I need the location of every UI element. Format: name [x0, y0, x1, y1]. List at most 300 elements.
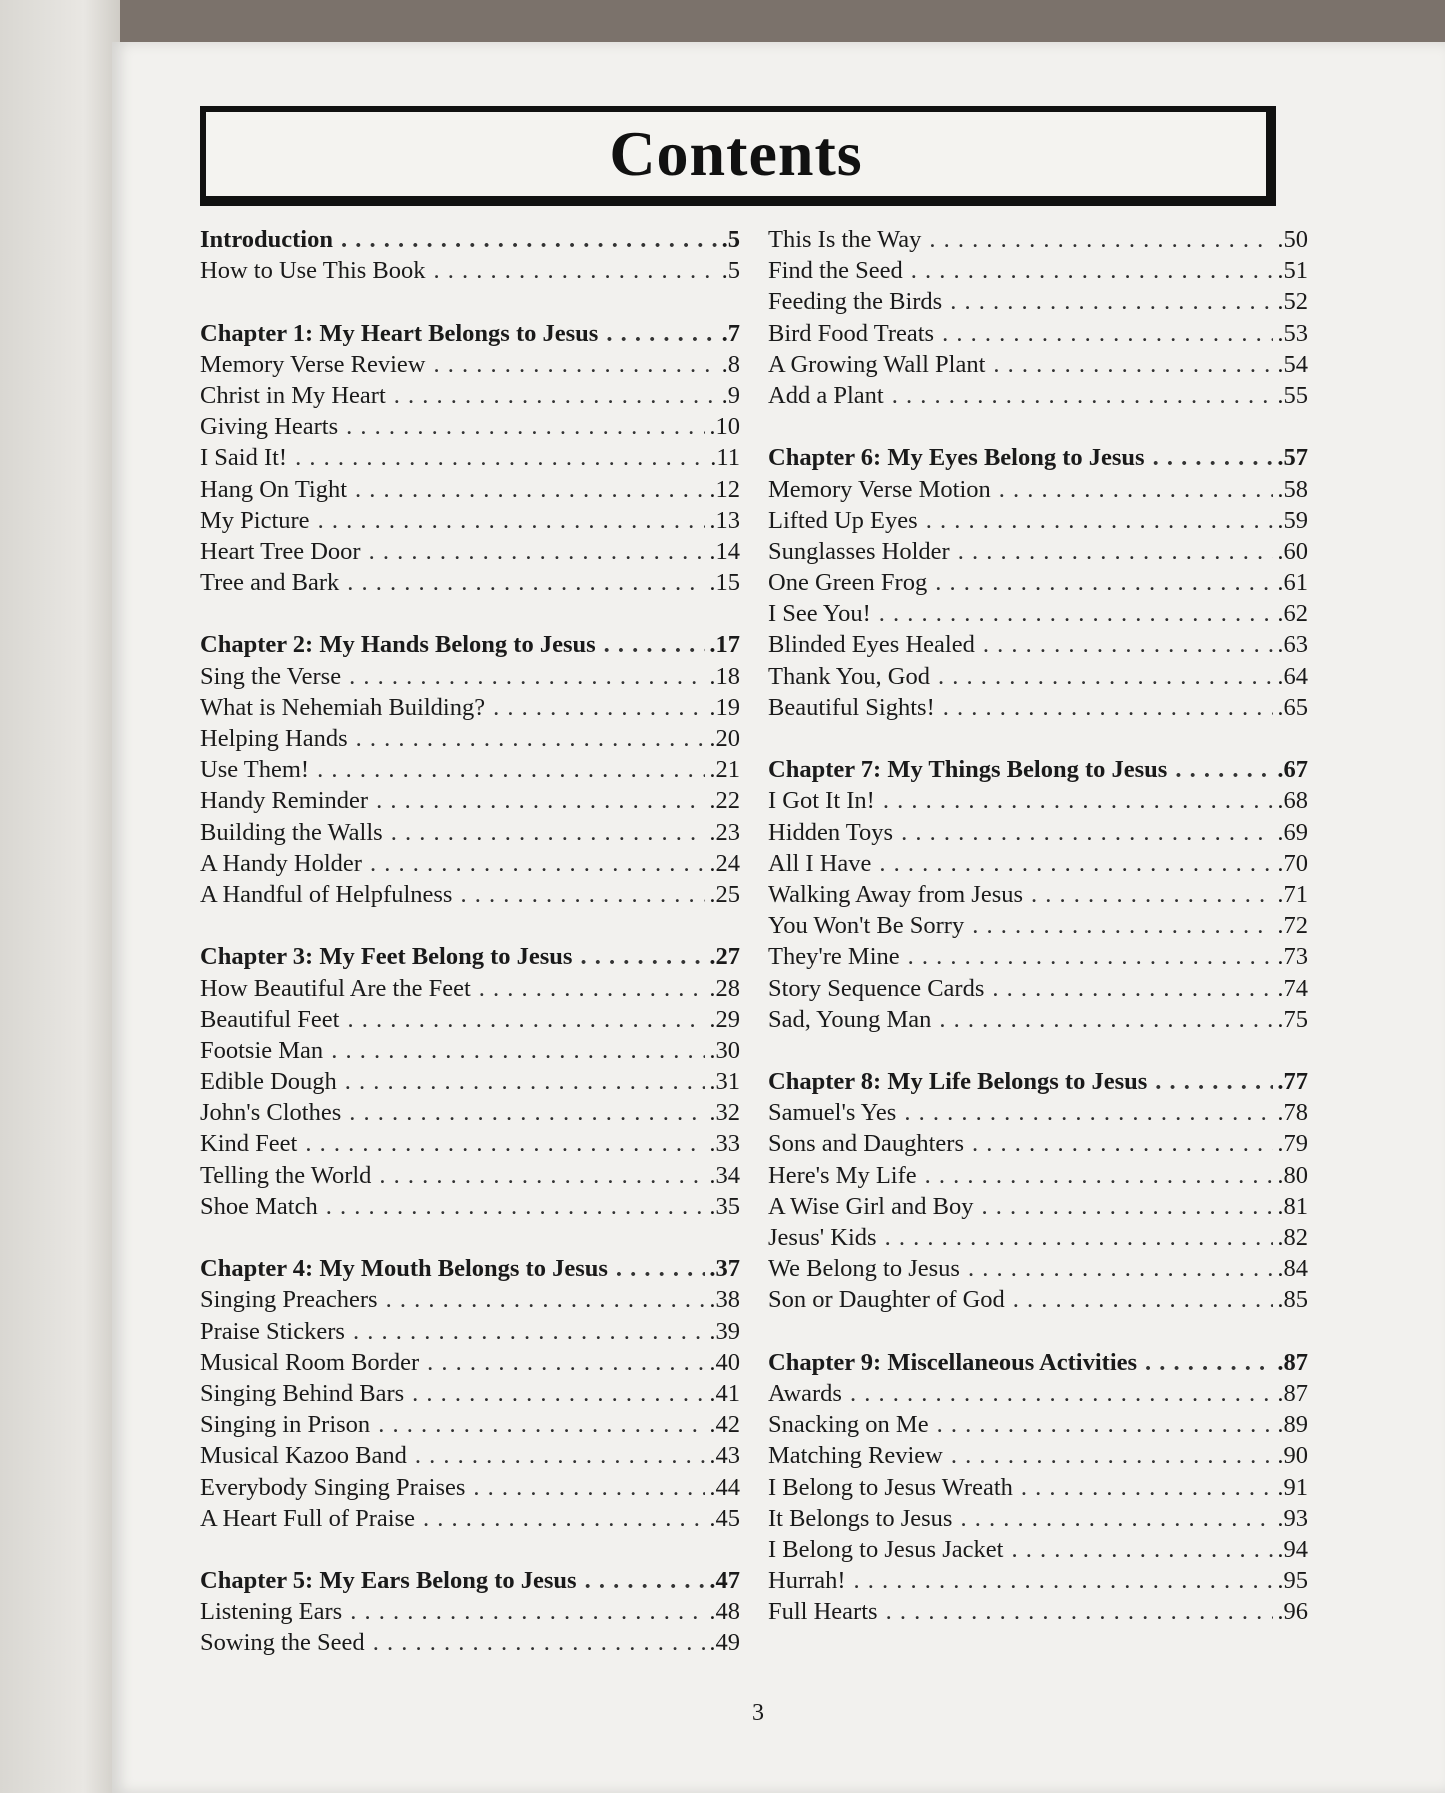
- toc-entry-label: Hidden Toys: [768, 818, 894, 846]
- toc-entry-label: Jesus' Kids: [768, 1224, 877, 1251]
- toc-spacer: [768, 1318, 1308, 1349]
- toc-entry: [768, 819, 1308, 850]
- dot-leader: [585, 1567, 706, 1595]
- toc-entry: [200, 1474, 740, 1505]
- toc-entry-label: Walking Away from Jesus: [768, 880, 1024, 908]
- toc-entry: [200, 413, 740, 444]
- toc-entry-page: .5: [721, 257, 740, 285]
- dot-leader: [926, 507, 1274, 535]
- toc-entry-page: .45: [709, 1504, 740, 1532]
- dot-leader: [1153, 444, 1274, 472]
- toc-entry: [768, 476, 1308, 507]
- dot-leader: [460, 881, 705, 909]
- toc-entry-label: Beautiful Sights!: [768, 693, 935, 721]
- toc-entry: [200, 1162, 740, 1193]
- toc-entry-page: .95: [1277, 1567, 1308, 1595]
- toc-entry: [768, 663, 1308, 694]
- toc-entry: [768, 1286, 1308, 1317]
- toc-entry-page: .44: [709, 1473, 740, 1501]
- dot-leader: [412, 1380, 705, 1408]
- toc-entry-page: .21: [709, 756, 740, 784]
- toc-entry: [768, 1598, 1308, 1629]
- dot-leader: [1031, 881, 1273, 909]
- dot-leader: [353, 1318, 705, 1346]
- dot-leader: [370, 850, 705, 878]
- toc-entry-label: Telling the World: [200, 1161, 372, 1189]
- dot-leader: [999, 476, 1274, 504]
- toc-entry: [200, 1598, 740, 1629]
- dot-leader: [433, 351, 717, 379]
- toc-chapter-entry: [200, 320, 740, 351]
- dot-leader: [295, 444, 706, 472]
- toc-entry-label: Kind Feet: [200, 1130, 298, 1158]
- toc-entry-label: This Is the Way: [768, 226, 922, 253]
- toc-entry-label: I See You!: [768, 600, 871, 628]
- toc-chapter-entry: [768, 1349, 1308, 1380]
- toc-entry-label: Samuel's Yes: [768, 1099, 897, 1127]
- toc-entry-label: A Heart Full of Praise: [200, 1504, 416, 1532]
- toc-entry: [768, 600, 1308, 631]
- dot-leader: [901, 819, 1273, 847]
- dot-leader: [349, 1099, 705, 1127]
- toc-entry-page: .53: [1277, 319, 1308, 347]
- toc-entry-label: I Belong to Jesus Jacket: [768, 1535, 1004, 1563]
- toc-entry-page: .32: [709, 1099, 740, 1127]
- toc-entry-page: .54: [1277, 350, 1308, 378]
- toc-entry-page: .33: [709, 1130, 740, 1158]
- toc-entry-page: .87: [1277, 1379, 1308, 1407]
- dot-leader: [376, 787, 705, 815]
- dot-leader: [350, 1598, 705, 1626]
- toc-entry: [768, 881, 1308, 912]
- toc-entry-page: .80: [1277, 1161, 1308, 1189]
- toc-entry-page: .85: [1277, 1286, 1308, 1314]
- toc-entry-label: They're Mine: [768, 943, 900, 971]
- toc-entry: [768, 1224, 1308, 1255]
- toc-entry-page: .28: [709, 974, 740, 1002]
- title-box: [200, 106, 1276, 206]
- dot-leader: [1013, 1286, 1274, 1314]
- toc-entry-label: Memory Verse Motion: [768, 475, 991, 503]
- toc-entry-page: .48: [709, 1598, 740, 1626]
- dot-leader: [935, 569, 1273, 597]
- toc-entry-label: Sing the Verse: [200, 662, 342, 690]
- toc-entry-page: .68: [1277, 787, 1308, 815]
- toc-entry-page: .81: [1277, 1192, 1308, 1220]
- toc-entry-label: Singing in Prison: [200, 1411, 371, 1439]
- dot-leader: [326, 1193, 706, 1221]
- toc-chapter-entry: [200, 226, 740, 257]
- toc-entry: [768, 569, 1308, 600]
- toc-entry-page: .82: [1277, 1224, 1308, 1251]
- dot-leader: [415, 1442, 706, 1470]
- toc-entry-page: .69: [1277, 818, 1308, 846]
- toc-entry-label: I Belong to Jesus Wreath: [768, 1473, 1013, 1501]
- toc-entry: [200, 1068, 740, 1099]
- dot-leader: [960, 1505, 1273, 1533]
- toc-entry-label: Hurrah!: [768, 1567, 846, 1595]
- dot-leader: [604, 631, 706, 659]
- toc-entry-label: A Growing Wall Plant: [768, 350, 986, 378]
- toc-entry-page: .19: [709, 693, 740, 721]
- dot-leader: [379, 1162, 705, 1190]
- dot-leader: [943, 694, 1274, 722]
- toc-entry: [200, 694, 740, 725]
- toc-right-column: [768, 226, 1308, 1629]
- toc-entry-page: .41: [709, 1379, 740, 1407]
- toc-chapter-entry: [768, 1068, 1308, 1099]
- toc-entry-label: A Handy Holder: [200, 849, 362, 877]
- toc-entry-label: Chapter 6: My Eyes Belong to Jesus: [768, 444, 1145, 472]
- toc-entry-label: Memory Verse Review: [200, 350, 426, 378]
- toc-entry-page: .38: [709, 1286, 740, 1314]
- toc-entry-label: How to Use This Book: [200, 257, 426, 285]
- dot-leader: [1011, 1536, 1273, 1564]
- toc-entry-page: .55: [1277, 381, 1308, 409]
- toc-entry-page: .57: [1277, 444, 1308, 472]
- toc-entry-label: Chapter 9: Miscellaneous Activities: [768, 1348, 1138, 1376]
- dot-leader: [434, 257, 718, 285]
- toc-entry: [768, 850, 1308, 881]
- toc-entry-page: .90: [1277, 1442, 1308, 1470]
- toc-entry-page: .79: [1277, 1130, 1308, 1158]
- toc-entry-page: .84: [1277, 1255, 1308, 1283]
- dot-leader: [992, 975, 1273, 1003]
- toc-chapter-entry: [200, 631, 740, 662]
- toc-entry-page: .18: [709, 662, 740, 690]
- toc-entry: [768, 1162, 1308, 1193]
- toc-entry-page: .61: [1277, 569, 1308, 597]
- toc-entry: [768, 1411, 1308, 1442]
- dot-leader: [911, 257, 1274, 285]
- dot-leader: [908, 943, 1274, 971]
- toc-entry-page: .39: [709, 1317, 740, 1345]
- toc-entry-label: All I Have: [768, 849, 872, 877]
- toc-entry: [768, 507, 1308, 538]
- toc-entry: [768, 382, 1308, 413]
- dot-leader: [938, 663, 1273, 691]
- toc-entry-label: Feeding the Birds: [768, 288, 943, 316]
- toc-entry-label: Singing Preachers: [200, 1286, 378, 1314]
- toc-entry-label: Chapter 7: My Things Belong to Jesus: [768, 756, 1168, 784]
- dot-leader: [349, 663, 705, 691]
- toc-entry-page: .34: [709, 1161, 740, 1189]
- toc-spacer: [200, 288, 740, 319]
- toc-entry-label: Helping Hands: [200, 725, 348, 752]
- dot-leader: [892, 382, 1274, 410]
- toc-entry-label: Chapter 3: My Feet Belong to Jesus: [200, 943, 573, 971]
- dot-leader: [347, 569, 705, 597]
- toc-entry: [768, 1567, 1308, 1598]
- toc-entry: [768, 694, 1308, 725]
- dot-leader: [937, 1411, 1274, 1439]
- toc-entry-label: Everybody Singing Praises: [200, 1473, 466, 1501]
- dot-leader: [345, 1068, 706, 1096]
- dot-leader: [346, 413, 705, 441]
- toc-entry-label: Sons and Daughters: [768, 1130, 964, 1158]
- toc-entry-label: Bird Food Treats: [768, 319, 935, 347]
- toc-entry-page: .24: [709, 849, 740, 877]
- toc-entry-label: I Got It In!: [768, 787, 875, 815]
- toc-entry-label: Sad, Young Man: [768, 1005, 932, 1033]
- dot-leader: [929, 226, 1273, 254]
- toc-entry-label: Heart Tree Door: [200, 537, 361, 565]
- toc-entry-page: .64: [1277, 662, 1308, 690]
- toc-entry-page: .67: [1277, 756, 1308, 784]
- dot-leader: [378, 1411, 705, 1439]
- toc-entry: [768, 1193, 1308, 1224]
- toc-entry: [768, 1442, 1308, 1473]
- dot-leader: [394, 382, 718, 410]
- toc-entry: [768, 288, 1308, 319]
- toc-entry: [200, 1037, 740, 1068]
- dot-leader: [369, 538, 706, 566]
- toc-entry-label: Awards: [768, 1379, 842, 1407]
- dot-leader: [423, 1505, 705, 1533]
- toc-entry-label: It Belongs to Jesus: [768, 1504, 953, 1532]
- toc-spacer: [200, 912, 740, 943]
- toc-entry-label: I Said It!: [200, 444, 288, 472]
- book-page: [112, 42, 1445, 1793]
- toc-entry-label: Chapter 2: My Hands Belong to Jesus: [200, 631, 596, 659]
- toc-entry: [200, 850, 740, 881]
- toc-entry-page: .71: [1277, 880, 1308, 908]
- toc-entry: [768, 538, 1308, 569]
- toc-entry-page: .13: [709, 506, 740, 534]
- toc-entry-label: A Wise Girl and Boy: [768, 1192, 974, 1220]
- toc-entry-label: Praise Stickers: [200, 1317, 345, 1345]
- toc-entry-page: .42: [709, 1411, 740, 1439]
- toc-entry-label: You Won't Be Sorry: [768, 912, 965, 940]
- toc-chapter-entry: [200, 1255, 740, 1286]
- dot-leader: [879, 850, 1273, 878]
- toc-entry-page: .20: [709, 725, 740, 752]
- toc-entry-page: .60: [1277, 537, 1308, 565]
- toc-entry: [200, 787, 740, 818]
- toc-entry-page: .77: [1277, 1068, 1308, 1096]
- toc-entry-label: Matching Review: [768, 1442, 943, 1470]
- dot-leader: [942, 320, 1273, 348]
- toc-entry-page: .8: [721, 350, 740, 378]
- toc-entry: [200, 1318, 740, 1349]
- toc-entry-label: John's Clothes: [200, 1099, 342, 1127]
- toc-entry-page: .65: [1277, 693, 1308, 721]
- toc-entry-page: .5: [721, 226, 740, 253]
- toc-entry-label: Lifted Up Eyes: [768, 506, 918, 534]
- toc-entry: [200, 1442, 740, 1473]
- toc-entry-page: .40: [709, 1348, 740, 1376]
- toc-entry-page: .58: [1277, 475, 1308, 503]
- dot-leader: [1021, 1474, 1273, 1502]
- toc-entry-page: .12: [709, 475, 740, 503]
- dot-leader: [318, 507, 706, 535]
- toc-entry-page: .59: [1277, 506, 1308, 534]
- toc-spacer: [200, 1224, 740, 1255]
- dot-leader: [951, 1442, 1274, 1470]
- toc-entry-label: My Picture: [200, 506, 310, 534]
- toc-entry-label: Tree and Bark: [200, 569, 340, 597]
- toc-entry: [768, 975, 1308, 1006]
- toc-entry-label: Beautiful Feet: [200, 1005, 340, 1033]
- dot-leader: [331, 1037, 705, 1065]
- toc-entry: [200, 1411, 740, 1442]
- toc-entry: [200, 1286, 740, 1317]
- toc-entry: [768, 1536, 1308, 1567]
- toc-entry-page: .70: [1277, 849, 1308, 877]
- toc-entry: [768, 787, 1308, 818]
- toc-entry-label: Add a Plant: [768, 381, 884, 409]
- toc-entry: [200, 1349, 740, 1380]
- toc-entry-label: Snacking on Me: [768, 1411, 929, 1439]
- toc-entry-label: Thank You, God: [768, 662, 930, 690]
- toc-entry: [200, 975, 740, 1006]
- dot-leader: [355, 476, 705, 504]
- toc-entry: [768, 912, 1308, 943]
- toc-entry-page: .52: [1277, 288, 1308, 316]
- toc-entry: [768, 320, 1308, 351]
- toc-entry: [200, 257, 740, 288]
- dot-leader: [427, 1349, 705, 1377]
- toc-chapter-entry: [768, 444, 1308, 475]
- toc-entry-page: .11: [710, 444, 740, 472]
- toc-entry: [200, 538, 740, 569]
- toc-entry-page: .78: [1277, 1099, 1308, 1127]
- toc-entry-label: Singing Behind Bars: [200, 1379, 405, 1407]
- page-title: Contents: [609, 118, 863, 189]
- toc-entry-page: .96: [1277, 1598, 1308, 1626]
- dot-leader: [850, 1380, 1273, 1408]
- dot-leader: [1175, 756, 1273, 784]
- toc-entry-page: .49: [709, 1629, 740, 1657]
- toc-entry-label: Sowing the Seed: [200, 1629, 365, 1657]
- toc-entry: [200, 1130, 740, 1161]
- toc-entry: [200, 1380, 740, 1411]
- toc-spacer: [768, 725, 1308, 756]
- toc-entry-label: What is Nehemiah Building?: [200, 693, 486, 721]
- toc-entry-page: .10: [709, 413, 740, 441]
- dot-leader: [616, 1255, 705, 1283]
- toc-entry-label: Introduction: [200, 226, 333, 253]
- toc-entry-label: Footsie Man: [200, 1036, 324, 1064]
- toc-entry-label: Shoe Match: [200, 1192, 318, 1220]
- toc-spacer: [200, 600, 740, 631]
- dot-leader: [606, 320, 717, 348]
- dot-leader: [958, 538, 1274, 566]
- toc-entry-label: Blinded Eyes Healed: [768, 631, 975, 659]
- toc-entry: [768, 1255, 1308, 1286]
- dot-leader: [317, 756, 705, 784]
- toc-entry: [200, 1505, 740, 1536]
- dot-leader: [580, 943, 705, 971]
- toc-entry: [200, 382, 740, 413]
- toc-entry-label: Christ in My Heart: [200, 381, 386, 409]
- toc-entry: [768, 257, 1308, 288]
- toc-entry: [768, 1505, 1308, 1536]
- toc-entry: [200, 1193, 740, 1224]
- dot-leader: [885, 1224, 1274, 1252]
- toc-spacer: [200, 1536, 740, 1567]
- toc-entry: [200, 663, 740, 694]
- toc-entry: [200, 1006, 740, 1037]
- toc-entry-label: Story Sequence Cards: [768, 974, 985, 1002]
- toc-entry-page: .17: [709, 631, 740, 659]
- toc-entry-label: One Green Frog: [768, 569, 928, 597]
- toc-entry-label: Full Hearts: [768, 1598, 878, 1626]
- toc-entry: [768, 351, 1308, 382]
- toc-entry-page: .14: [709, 537, 740, 565]
- toc-entry-page: .15: [709, 569, 740, 597]
- dot-leader: [972, 1130, 1273, 1158]
- dot-leader: [341, 226, 718, 254]
- toc-entry-label: Chapter 1: My Heart Belongs to Jesus: [200, 319, 599, 347]
- dot-leader: [854, 1567, 1274, 1595]
- toc-entry-label: We Belong to Jesus: [768, 1255, 960, 1283]
- toc-entry: [768, 1474, 1308, 1505]
- toc-entry-label: Building the Walls: [200, 818, 383, 846]
- dot-leader: [925, 1162, 1274, 1190]
- dot-leader: [347, 1006, 705, 1034]
- dot-leader: [972, 912, 1273, 940]
- toc-entry-label: Chapter 8: My Life Belongs to Jesus: [768, 1068, 1148, 1096]
- toc-chapter-entry: [200, 1567, 740, 1598]
- toc-entry: [200, 1099, 740, 1130]
- dot-leader: [305, 1130, 705, 1158]
- toc-entry-page: .37: [709, 1255, 740, 1283]
- dot-leader: [1145, 1349, 1273, 1377]
- toc-entry-label: Here's My Life: [768, 1161, 917, 1189]
- toc-entry-page: .23: [709, 818, 740, 846]
- dot-leader: [883, 787, 1274, 815]
- toc-entry: [200, 881, 740, 912]
- dot-leader: [904, 1099, 1273, 1127]
- toc-entry-label: Musical Kazoo Band: [200, 1442, 407, 1470]
- toc-entry: [200, 819, 740, 850]
- toc-entry: [768, 1099, 1308, 1130]
- toc-entry: [200, 444, 740, 475]
- toc-entry-label: Edible Dough: [200, 1068, 337, 1096]
- toc-entry-page: .73: [1277, 943, 1308, 971]
- toc-chapter-entry: [200, 943, 740, 974]
- toc-entry-label: Handy Reminder: [200, 787, 369, 815]
- toc-entry-label: Listening Ears: [200, 1598, 343, 1626]
- toc-chapter-entry: [768, 756, 1308, 787]
- dot-leader: [983, 631, 1274, 659]
- toc-entry: [768, 631, 1308, 662]
- toc-entry-page: .75: [1277, 1005, 1308, 1033]
- page-number: 3: [752, 1700, 764, 1726]
- toc-entry: [200, 569, 740, 600]
- toc-entry-page: .87: [1277, 1348, 1308, 1376]
- toc-entry-label: Giving Hearts: [200, 413, 339, 441]
- toc-entry: [768, 1380, 1308, 1411]
- toc-entry: [200, 1629, 740, 1660]
- dot-leader: [356, 725, 706, 753]
- toc-entry: [768, 1130, 1308, 1161]
- toc-entry-page: .25: [709, 880, 740, 908]
- toc-entry-page: .22: [709, 787, 740, 815]
- toc-entry-label: A Handful of Helpfulness: [200, 880, 453, 908]
- toc-entry-page: .43: [709, 1442, 740, 1470]
- dot-leader: [1155, 1068, 1273, 1096]
- dot-leader: [479, 975, 706, 1003]
- dot-leader: [386, 1286, 706, 1314]
- toc-entry-label: Chapter 5: My Ears Belong to Jesus: [200, 1567, 577, 1595]
- toc-entry-page: .29: [709, 1005, 740, 1033]
- toc-entry: [768, 226, 1308, 257]
- dot-leader: [886, 1598, 1274, 1626]
- toc-entry-page: .47: [709, 1567, 740, 1595]
- toc-entry-page: .91: [1277, 1473, 1308, 1501]
